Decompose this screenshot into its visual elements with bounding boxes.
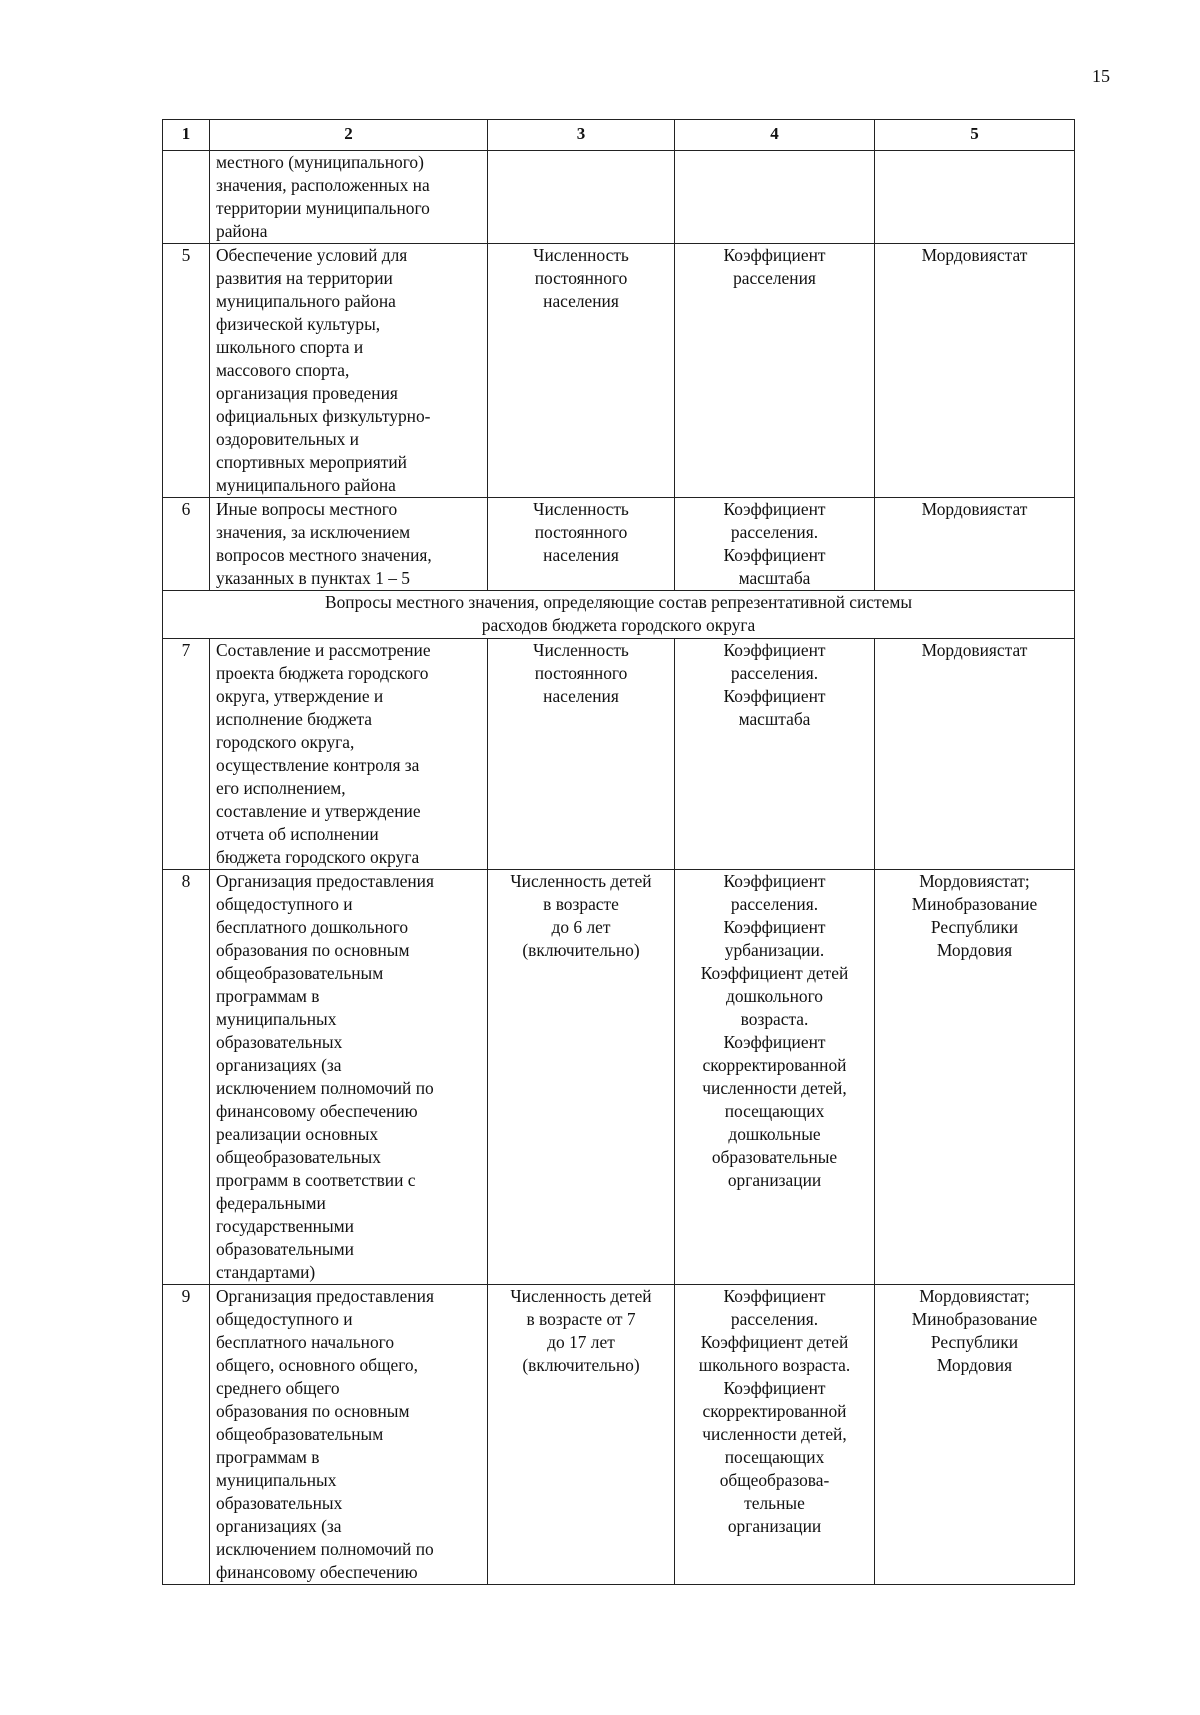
- indicator-cell: [488, 498, 675, 591]
- row-number: 7: [163, 639, 210, 870]
- issue-cell-line: стандартами): [216, 1262, 316, 1282]
- indicator-cell-line: населения: [543, 686, 619, 706]
- issue-cell-line: общеобразовательным: [216, 963, 384, 983]
- coefficient-cell-line: образовательные: [711, 1147, 838, 1167]
- coefficient-cell-line: посещающих: [724, 1447, 825, 1467]
- coefficient-cell-line: урбанизации.: [724, 940, 825, 960]
- source-cell-line: Мордовиястат;: [919, 1286, 1030, 1306]
- table-row: [163, 151, 1075, 244]
- issue-cell: [210, 639, 488, 870]
- issue-cell-line: составление и утверждение: [216, 801, 421, 821]
- header-col-5: 5: [875, 120, 1075, 151]
- header-col-4: 4: [675, 120, 875, 151]
- issue-cell-line: организация проведения: [216, 383, 398, 403]
- section-heading-line: расходов бюджета городского округа: [481, 615, 756, 635]
- coefficient-cell-line: Коэффициент: [723, 1032, 826, 1052]
- issue-cell-line: муниципального района: [216, 291, 396, 311]
- issue-cell-line: муниципального района: [216, 475, 396, 495]
- coefficient-cell-line: посещающих: [724, 1101, 825, 1121]
- indicator-cell-line: (включительно): [522, 940, 640, 960]
- section-heading: [163, 591, 1075, 639]
- coefficient-cell-line: дошкольного: [726, 986, 823, 1006]
- issue-cell-line: оздоровительных и: [216, 429, 359, 449]
- issue-cell-line: физической культуры,: [216, 314, 381, 334]
- coefficient-cell-line: расселения: [733, 268, 816, 288]
- issue-cell-line: Составление и рассмотрение: [216, 640, 431, 660]
- coefficient-cell-line: Коэффициент детей: [700, 963, 849, 983]
- indicator-cell: [488, 1285, 675, 1585]
- coefficient-cell-line: Коэффициент: [723, 245, 826, 265]
- issue-cell-line: программам в: [216, 1447, 320, 1467]
- issue-cell-line: программам в: [216, 986, 320, 1006]
- row-number: [163, 151, 210, 244]
- issue-cell-line: образовательных: [216, 1032, 343, 1052]
- issue-cell-line: Организация предоставления: [216, 871, 434, 891]
- indicator-cell-line: (включительно): [522, 1355, 640, 1375]
- table-row: [163, 498, 1075, 591]
- issue-cell-line: значения, за исключением: [216, 522, 411, 542]
- coefficient-cell: [675, 151, 875, 244]
- coefficient-cell-line: Коэффициент: [723, 1286, 826, 1306]
- coefficient-cell-line: скорректированной: [702, 1401, 847, 1421]
- indicator-cell-line: постоянного: [534, 522, 628, 542]
- issue-cell-line: Организация предоставления: [216, 1286, 434, 1306]
- header-col-3: 3: [488, 120, 675, 151]
- issue-cell-line: школьного спорта и: [216, 337, 364, 357]
- issue-cell-line: муниципальных: [216, 1470, 337, 1490]
- indicator-cell-line: постоянного: [534, 663, 628, 683]
- source-cell: [875, 498, 1075, 591]
- issue-cell-line: муниципальных: [216, 1009, 337, 1029]
- indicator-cell: [488, 870, 675, 1285]
- issue-cell-line: территории муниципального: [216, 198, 430, 218]
- indicator-cell-line: Численность: [533, 499, 629, 519]
- coefficient-cell: [675, 870, 875, 1285]
- issue-cell-line: официальных физкультурно-: [216, 406, 431, 426]
- coefficient-cell-line: расселения.: [730, 522, 819, 542]
- indicator-cell: [488, 244, 675, 498]
- issue-cell-line: Иные вопросы местного: [216, 499, 398, 519]
- issue-cell-line: вопросов местного значения,: [216, 545, 432, 565]
- coefficient-cell-line: Коэффициент: [723, 499, 826, 519]
- indicator-cell-line: до 17 лет: [547, 1332, 615, 1352]
- coefficient-cell-line: масштаба: [738, 709, 811, 729]
- indicator-cell-line: Численность: [533, 640, 629, 660]
- source-cell: [875, 639, 1075, 870]
- coefficient-cell: [675, 498, 875, 591]
- header-col-2: 2: [210, 120, 488, 151]
- source-cell: [875, 1285, 1075, 1585]
- issue-cell-line: реализации основных: [216, 1124, 379, 1144]
- coefficient-cell-line: организации: [727, 1516, 822, 1536]
- indicator-cell-line: населения: [543, 291, 619, 311]
- issue-cell-line: государственными: [216, 1216, 354, 1236]
- table-row: [163, 244, 1075, 498]
- issue-cell-line: общедоступного и: [216, 894, 353, 914]
- section-heading-line: Вопросы местного значения, определяющие состав репрезентативной системы: [324, 592, 913, 612]
- issue-cell-line: среднего общего: [216, 1378, 340, 1398]
- row-number: 6: [163, 498, 210, 591]
- issue-cell-line: программ в соответствии с: [216, 1170, 416, 1190]
- issue-cell-line: финансовому обеспечению: [216, 1101, 418, 1121]
- issue-cell-line: организациях (за: [216, 1516, 342, 1536]
- indicators-table: [162, 119, 1075, 1585]
- issue-cell-line: указанных в пунктах 1 – 5: [216, 568, 410, 588]
- issue-cell-line: образования по основным: [216, 1401, 410, 1421]
- source-cell: [875, 870, 1075, 1285]
- coefficient-cell-line: масштаба: [738, 568, 811, 588]
- issue-cell-line: общеобразовательным: [216, 1424, 384, 1444]
- indicator-cell-line: до 6 лет: [551, 917, 611, 937]
- coefficient-cell-line: тельные: [744, 1493, 805, 1513]
- source-cell-line: Мордовиястат;: [919, 871, 1030, 891]
- indicator-cell: [488, 639, 675, 870]
- issue-cell: [210, 1285, 488, 1585]
- issue-cell-line: округа, утверждение и: [216, 686, 384, 706]
- issue-cell-line: образовательными: [216, 1239, 354, 1259]
- coefficient-cell-line: Коэффициент: [723, 686, 826, 706]
- issue-cell-line: спортивных мероприятий: [216, 452, 407, 472]
- issue-cell-line: осуществление контроля за: [216, 755, 420, 775]
- indicator-cell-line: в возрасте: [543, 894, 619, 914]
- issue-cell-line: общего, основного общего,: [216, 1355, 418, 1375]
- issue-cell-line: федеральными: [216, 1193, 326, 1213]
- issue-cell-line: городского округа,: [216, 732, 355, 752]
- coefficient-cell-line: школьного возраста.: [698, 1355, 851, 1375]
- issue-cell-line: исключением полномочий по: [216, 1539, 434, 1559]
- coefficient-cell-line: численности детей,: [702, 1078, 847, 1098]
- row-number: 9: [163, 1285, 210, 1585]
- indicator-cell-line: Численность детей: [510, 1286, 652, 1306]
- row-number: 5: [163, 244, 210, 498]
- coefficient-cell-line: расселения.: [730, 663, 819, 683]
- issue-cell-line: бесплатного дошкольного: [216, 917, 409, 937]
- issue-cell-line: организациях (за: [216, 1055, 342, 1075]
- coefficient-cell-line: общеобразова-: [719, 1470, 830, 1490]
- header-col-1: 1: [163, 120, 210, 151]
- issue-cell-line: его исполнением,: [216, 778, 346, 798]
- issue-cell-line: массового спорта,: [216, 360, 350, 380]
- coefficient-cell-line: Коэффициент: [723, 545, 826, 565]
- issue-cell-line: бюджета городского округа: [216, 847, 420, 867]
- table-row: [163, 1285, 1075, 1585]
- source-cell-line: Мордовиястат: [921, 640, 1028, 660]
- issue-cell-line: общедоступного и: [216, 1309, 353, 1329]
- table-header-row: [163, 120, 1075, 151]
- issue-cell-line: образования по основным: [216, 940, 410, 960]
- issue-cell: [210, 498, 488, 591]
- issue-cell-line: отчета об исполнении: [216, 824, 379, 844]
- issue-cell-line: местного (муниципального): [216, 152, 424, 172]
- issue-cell-line: бесплатного начального: [216, 1332, 395, 1352]
- source-cell-line: Мордовиястат: [921, 499, 1028, 519]
- issue-cell-line: образовательных: [216, 1493, 343, 1513]
- issue-cell-line: исполнение бюджета: [216, 709, 373, 729]
- table-row: [163, 639, 1075, 870]
- coefficient-cell-line: Коэффициент: [723, 640, 826, 660]
- source-cell-line: Минобразование: [911, 1309, 1038, 1329]
- coefficient-cell-line: дошкольные: [728, 1124, 821, 1144]
- issue-cell-line: финансовому обеспечению: [216, 1562, 418, 1582]
- source-cell-line: Мордовия: [936, 940, 1013, 960]
- coefficient-cell: [675, 244, 875, 498]
- issue-cell-line: значения, расположенных на: [216, 175, 430, 195]
- coefficient-cell-line: скорректированной: [702, 1055, 847, 1075]
- issue-cell-line: общеобразовательных: [216, 1147, 381, 1167]
- source-cell-line: Республики: [930, 917, 1019, 937]
- source-cell: [875, 151, 1075, 244]
- indicator-cell-line: в возрасте от 7: [526, 1309, 636, 1329]
- coefficient-cell-line: Коэффициент: [723, 917, 826, 937]
- source-cell: [875, 244, 1075, 498]
- coefficient-cell: [675, 639, 875, 870]
- page-number: 15: [1092, 66, 1110, 86]
- issue-cell-line: проекта бюджета городского: [216, 663, 429, 683]
- indicator-cell-line: постоянного: [534, 268, 628, 288]
- indicator-cell-line: Численность детей: [510, 871, 652, 891]
- coefficient-cell-line: Коэффициент: [723, 871, 826, 891]
- coefficient-cell-line: Коэффициент: [723, 1378, 826, 1398]
- issue-cell-line: Обеспечение условий для: [216, 245, 408, 265]
- row-number: 8: [163, 870, 210, 1285]
- indicator-cell: [488, 151, 675, 244]
- issue-cell-line: района: [216, 221, 268, 241]
- coefficient-cell-line: расселения.: [730, 894, 819, 914]
- issue-cell: [210, 870, 488, 1285]
- issue-cell-line: исключением полномочий по: [216, 1078, 434, 1098]
- coefficient-cell-line: возраста.: [740, 1009, 809, 1029]
- coefficient-cell-line: численности детей,: [702, 1424, 847, 1444]
- source-cell-line: Мордовиястат: [921, 245, 1028, 265]
- source-cell-line: Минобразование: [911, 894, 1038, 914]
- indicator-cell-line: населения: [543, 545, 619, 565]
- coefficient-cell-line: Коэффициент детей: [700, 1332, 849, 1352]
- section-heading-row: [163, 591, 1075, 639]
- indicator-cell-line: Численность: [533, 245, 629, 265]
- coefficient-cell-line: расселения.: [730, 1309, 819, 1329]
- issue-cell-line: развития на территории: [216, 268, 393, 288]
- issue-cell: [210, 151, 488, 244]
- source-cell-line: Республики: [930, 1332, 1019, 1352]
- table-row: [163, 870, 1075, 1285]
- source-cell-line: Мордовия: [936, 1355, 1013, 1375]
- issue-cell: [210, 244, 488, 498]
- coefficient-cell: [675, 1285, 875, 1585]
- coefficient-cell-line: организации: [727, 1170, 822, 1190]
